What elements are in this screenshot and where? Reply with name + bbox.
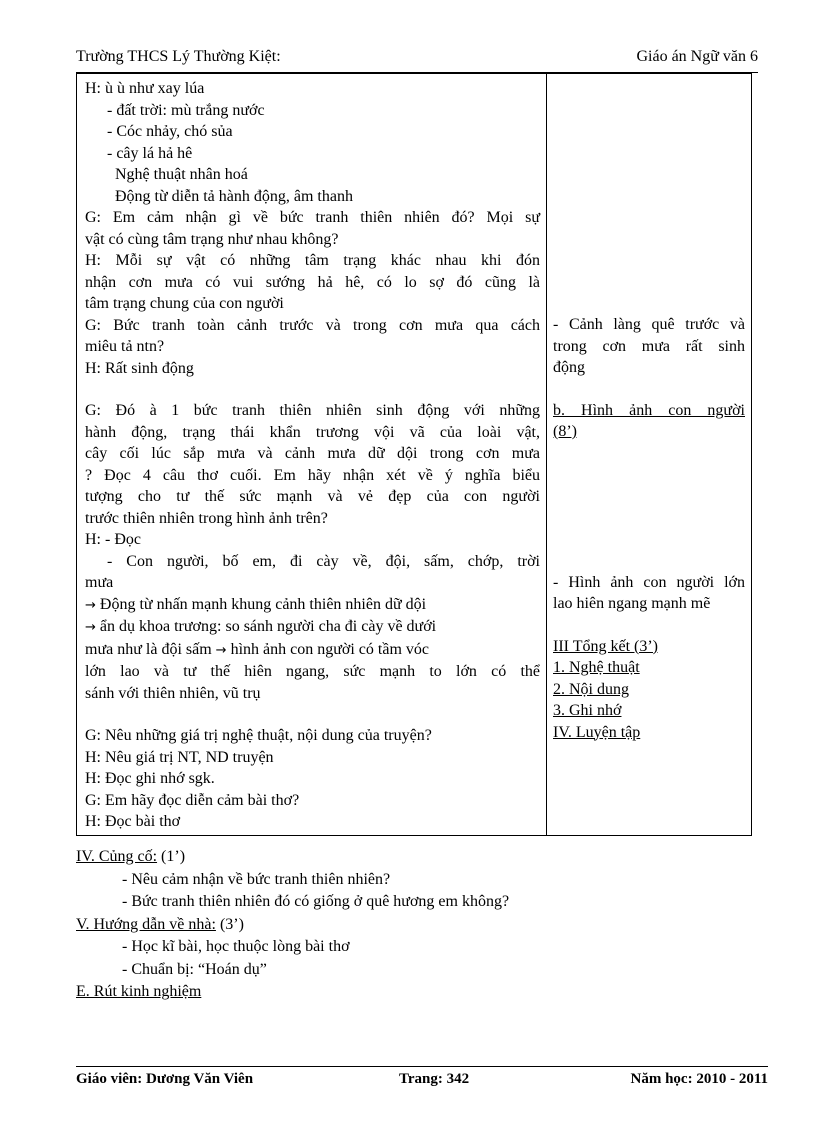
text-line: H: - Đọc — [85, 531, 141, 548]
activity-column — [77, 74, 547, 836]
closing-sections — [76, 846, 509, 1004]
section-heading: (8’) — [553, 423, 577, 440]
right-arrow-icon: → — [85, 597, 96, 613]
text-line: sánh với thiên nhiên, vũ trụ — [85, 684, 261, 702]
section-experience — [76, 981, 509, 1004]
text-line: H: Nêu giá trị NT, ND truyện — [85, 748, 274, 766]
text-line: H: Đọc bài thơ — [85, 813, 181, 830]
text-line — [85, 639, 540, 662]
right-arrow-icon: → — [215, 642, 227, 658]
text-line: G: Nêu những giá trị nghệ thuật, nội dung của truyện? — [85, 727, 432, 744]
text-span: mưa như là đội sấm — [85, 640, 216, 658]
text-line: trong cơn mưa rất sinh — [553, 337, 745, 355]
text-line: ? Đọc 4 câu thơ cuối. Em hãy nhận xét về ý nghĩa biểu — [85, 466, 540, 484]
school-year: Năm học: 2010 - 2011 — [630, 1071, 768, 1087]
spacer — [553, 443, 745, 572]
section-consolidation — [76, 846, 509, 869]
text-line: - Hình ảnh con người lớn — [553, 573, 745, 591]
text-line: H: Rất sinh động — [85, 359, 194, 377]
text-line: trước thiên nhiên trong hình ảnh trên? — [85, 509, 328, 527]
text-span: hình ảnh con người có tầm vóc — [226, 640, 429, 658]
section-heading: 3. Ghi nhớ — [553, 702, 622, 719]
text-span: Động từ nhấn mạnh khung cảnh thiên nhiên dữ dội — [95, 595, 427, 613]
text-line: lớn lao và tư thế hiên ngang, sức mạnh to lớn có thể — [85, 663, 540, 680]
right-arrow-icon: → — [85, 620, 96, 635]
text-line: H: ù ù như xay lúa — [85, 80, 205, 97]
spacer — [85, 379, 540, 400]
text-line: - cây lá hả hê — [107, 144, 193, 162]
text-line: Nghệ thuật nhân hoá — [115, 166, 248, 183]
text-line: - đất trời: mù trắng nước — [107, 101, 265, 119]
content-column — [547, 74, 752, 836]
footer-divider — [76, 1066, 768, 1067]
text-line: mưa — [85, 574, 114, 591]
text-line: động — [553, 359, 585, 376]
section-time: (3’) — [215, 915, 244, 933]
text-line: G: Bức tranh toàn cảnh trước và trong cơn mưa qua cách — [85, 316, 540, 334]
bullet-item: - Chuẩn bị: “Hoán dụ” — [122, 960, 267, 978]
section-heading: III Tổng kết (3’) — [553, 637, 658, 655]
school-name: Trường THCS Lý Thường Kiệt: — [76, 48, 281, 65]
text-line: lao hiên ngang mạnh mẽ — [553, 595, 711, 612]
text-line: vật có cùng tâm trạng như nhau không? — [85, 230, 339, 248]
spacer — [553, 78, 745, 314]
section-time: (1’) — [157, 848, 186, 865]
text-line: G: Em cảm nhận gì về bức tranh thiên nhiên đó? Mọi sự — [85, 209, 540, 226]
bullet-item: - Nêu cảm nhận về bức tranh thiên nhiên? — [122, 870, 391, 888]
section-heading: 2. Nội dung — [553, 680, 629, 698]
text-line: - Cóc nhảy, chó sủa — [107, 123, 233, 140]
text-line: hành động, trạng thái khẩn trương vội vã của loài vật, — [85, 423, 540, 441]
text-line: nhận cơn mưa có vui sướng hả hê, có lo sợ đó cũng là — [85, 273, 540, 291]
text-line: Động từ diễn tả hành động, âm thanh — [115, 187, 353, 205]
text-span: ẩn dụ khoa trương: so sánh người cha đi cày về dưới — [95, 618, 437, 635]
text-line: H: Đọc ghi nhớ sgk. — [85, 770, 215, 787]
spacer — [553, 615, 745, 636]
text-line — [85, 594, 540, 617]
text-line: tượng cho tư thế sức mạnh và vẻ đẹp của con người — [85, 488, 540, 505]
section-homework — [76, 914, 509, 937]
section-title: IV. Củng cố: — [76, 848, 158, 865]
section-title: V. Hướng dẫn về nhà: — [76, 915, 216, 933]
text-line: G: Đó à 1 bức tranh thiên nhiên sinh động với những — [85, 402, 540, 419]
text-line: cây cối lúc sắp mưa và cảnh mưa dữ dội trong cơn mưa — [85, 445, 540, 462]
spacer — [553, 379, 745, 400]
spacer — [85, 704, 540, 725]
section-title: E. Rút kinh nghiệm — [76, 983, 202, 1000]
section-heading: 1. Nghệ thuật — [553, 659, 640, 676]
text-line: tâm trạng chung của con người — [85, 295, 284, 312]
page-number: Trang: 342 — [399, 1071, 470, 1087]
bullet-item: - Học kĩ bài, học thuộc lòng bài thơ — [122, 938, 350, 955]
bullet-item: - Bức tranh thiên nhiên đó có giống ở quê hương em không? — [122, 893, 510, 910]
page-header — [76, 48, 758, 72]
section-heading: b. Hình ảnh con người — [553, 401, 745, 419]
teacher-name: Giáo viên: Dương Văn Viên — [76, 1071, 254, 1087]
section-heading: IV. Luyện tập — [553, 723, 641, 741]
text-line — [85, 616, 540, 639]
subject-title: Giáo án Ngữ văn 6 — [636, 48, 758, 65]
lesson-table — [76, 73, 752, 836]
text-line: H: Mỗi sự vật có những tâm trạng khác nhau khi đón — [85, 252, 540, 269]
text-line: miêu tả ntn? — [85, 338, 165, 355]
text-line: - Con người, bố em, đi cày về, đội, sấm, chớp, trời — [107, 552, 540, 570]
text-line: G: Em hãy đọc diễn cảm bài thơ? — [85, 791, 300, 809]
text-line: - Cảnh làng quê trước và — [553, 316, 745, 333]
